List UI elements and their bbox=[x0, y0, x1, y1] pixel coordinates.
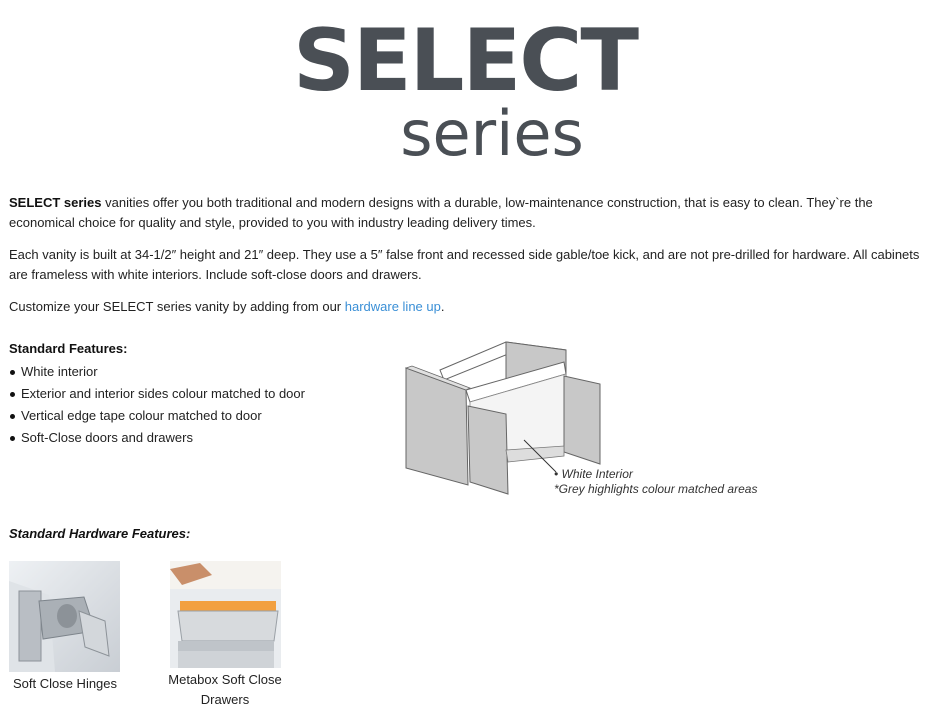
customize-prefix: Customize your SELECT series vanity by adding from our bbox=[9, 299, 345, 314]
list-item: Vertical edge tape colour matched to door bbox=[9, 405, 305, 427]
standard-features-title: Standard Features: bbox=[9, 341, 128, 356]
metabox-drawer-image bbox=[170, 561, 281, 668]
logo-line-series: series bbox=[400, 97, 584, 170]
intro-paragraph bbox=[9, 193, 924, 233]
list-item: White interior bbox=[9, 361, 305, 383]
hardware-item-drawers bbox=[165, 561, 285, 710]
diagram-label-grey-highlights: *Grey highlights colour matched areas bbox=[554, 482, 758, 496]
list-item: Exterior and interior sides colour matched to door bbox=[9, 383, 305, 405]
drawer-caption-line2: Drawers bbox=[200, 692, 250, 707]
cabinet-right-door bbox=[564, 376, 600, 464]
spec-paragraph: Each vanity is built at 34-1/2″ height and 21″ deep. They use a 5″ false front and recessed side gable/toe kick, and are not pre-drilled for hardware. All cabinets are frameless with white interiors. Include soft-close doors and drawers. bbox=[9, 247, 920, 282]
customize-paragraph bbox=[9, 297, 924, 317]
select-series-logo bbox=[0, 0, 936, 170]
logo-line-select: SELECT bbox=[292, 11, 638, 111]
drawer-caption-line1: Metabox Soft Close bbox=[168, 672, 282, 687]
hardware-item-hinges bbox=[9, 561, 121, 694]
vanity-cabinet-diagram bbox=[396, 340, 768, 505]
intro-text: vanities offer you both traditional and modern designs with a durable, low-maintenance construction, that is easy to clean. They`re the economical choice for quality and style, provided to you with industry leading delivery times. bbox=[9, 195, 873, 230]
cabinet-left-door bbox=[468, 406, 508, 494]
hinge-caption: Soft Close Hinges bbox=[12, 676, 118, 691]
diagram-label-white-interior: • White Interior bbox=[554, 467, 633, 481]
customize-suffix: . bbox=[440, 299, 445, 314]
list-item: Soft-Close doors and drawers bbox=[9, 427, 305, 449]
intro-brand: SELECT series bbox=[9, 195, 102, 210]
standard-hardware-features-title: Standard Hardware Features: bbox=[9, 526, 191, 541]
soft-close-hinge-image bbox=[9, 561, 120, 672]
standard-features-list bbox=[9, 361, 305, 449]
hardware-line-up-link[interactable]: hardware line up bbox=[344, 299, 441, 314]
